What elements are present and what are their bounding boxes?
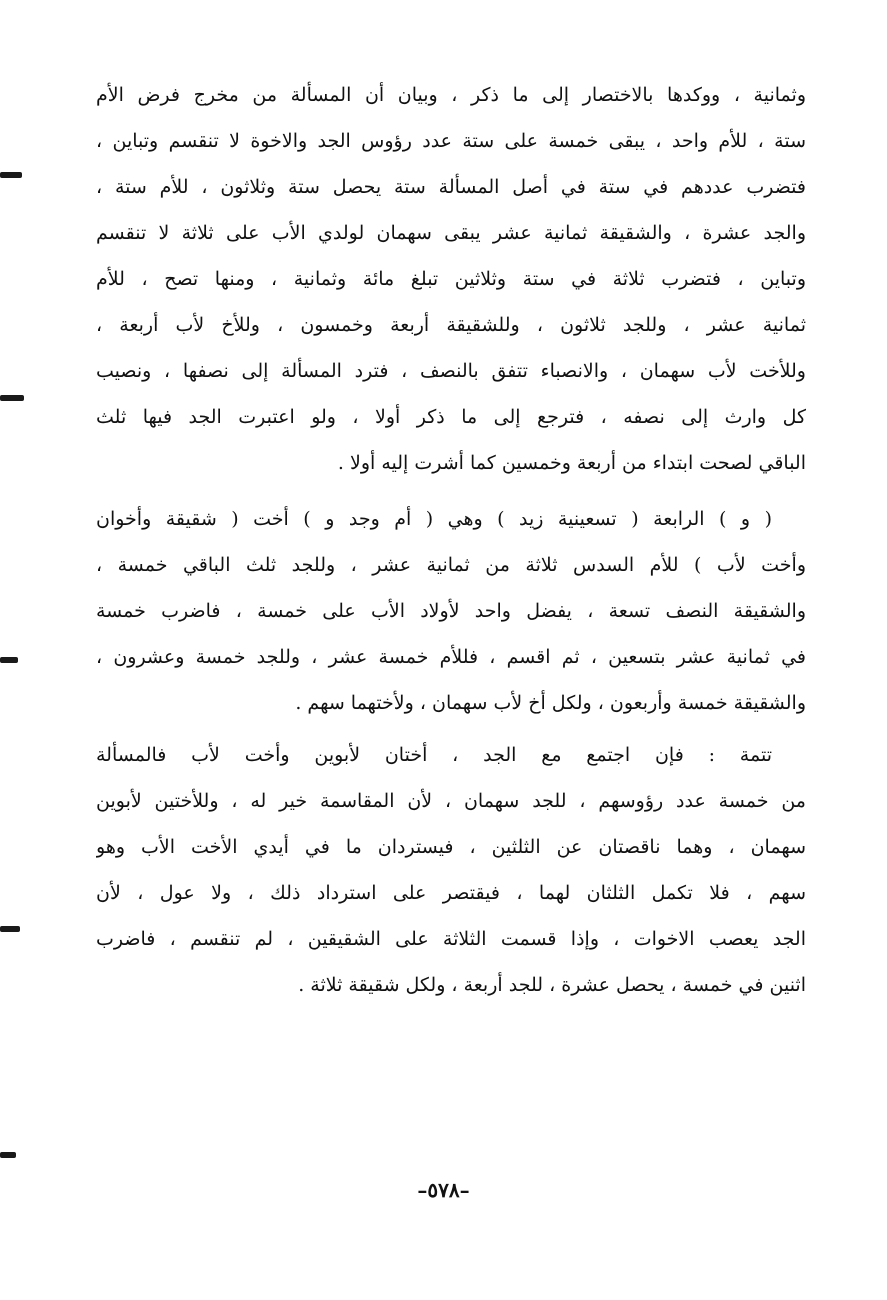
paragraph-2 [96, 496, 806, 726]
text-line: والجد عشرة ، والشقيقة ثمانية عشر يبقى سهمان لولدي الأب على ثلاثة لا تنقسم [96, 222, 806, 244]
text-line: تتمة : فإن اجتمع مع الجد ، أختان لأبوين وأخت لأب فالمسألة [96, 744, 772, 766]
text-line: فتضرب عددهم في ستة في أصل المسألة ستة يحصل ستة وثلاثون ، للأم ستة ، [96, 176, 806, 198]
text-line: وللأخت لأب سهمان ، والانصباء تتفق بالنصف ، فترد المسألة إلى نصفها ، ونصيب [96, 360, 806, 382]
text-line: ثمانية عشر ، وللجد ثلاثون ، وللشقيقة أربعة وخمسون ، وللأخ لأب أربعة ، [96, 314, 806, 336]
text-line: وثمانية ، ووكدها بالاختصار إلى ما ذكر ، وبيان أن المسألة من مخرج فرض الأم [96, 84, 806, 106]
text-line: وتباين ، فتضرب ثلاثة في ستة وثلاثين تبلغ مائة وثمانية ، ومنها تصح ، للأم [96, 268, 806, 290]
scan-edge-mark [0, 172, 22, 178]
scan-edge-mark [0, 1152, 16, 1158]
text-line: والشقيقة النصف تسعة ، يفضل واحد لأولاد الأب على خمسة ، فاضرب خمسة [96, 600, 806, 622]
page-number: –٥٧٨– [417, 1178, 470, 1202]
text-line: الباقي لصحت ابتداء من أربعة وخمسين كما أشرت إليه أولا . [337, 452, 806, 474]
text-line: من خمسة عدد رؤوسهم ، للجد سهمان ، لأن المقاسمة خير له ، وللأختين لأبوين [96, 790, 806, 812]
text-line: ستة ، للأم واحد ، يبقى خمسة على ستة عدد رؤوس الجد والاخوة لا تنقسم وتباين ، [96, 130, 806, 152]
text-line: وأخت لأب ) للأم السدس ثلاثة من ثمانية عشر ، وللجد ثلث الباقي خمسة ، [96, 554, 806, 576]
text-line: كل وارث إلى نصفه ، فترجع إلى ما ذكر أولا ، ولو اعتبرت الجد فيها ثلث [96, 406, 806, 428]
text-line: سهم ، فلا تكمل الثلثان لهما ، فيقتصر على استرداد ذلك ، ولا عول ، لأن [96, 882, 806, 904]
text-line: ( و ) الرابعة ( تسعينية زيد ) وهي ( أم وجد و ) أخت ( شقيقة وأخوان [96, 508, 772, 530]
paragraph-3 [96, 732, 806, 1008]
scan-edge-mark [0, 926, 20, 932]
text-line: سهمان ، وهما ناقصتان عن الثلثين ، فيستردان ما في أيدي الأخت الأب وهو [96, 836, 806, 858]
text-line: في ثمانية عشر بتسعين ، ثم اقسم ، فللأم خمسة عشر ، وللجد خمسة وعشرون ، [96, 646, 806, 668]
text-line: اثنين في خمسة ، يحصل عشرة ، للجد أربعة ، ولكل شقيقة ثلاثة . [298, 974, 806, 996]
paragraph-1 [96, 72, 806, 486]
scan-edge-mark [0, 395, 24, 401]
text-line: والشقيقة خمسة وأربعون ، ولكل أخ لأب سهمان ، ولأختهما سهم . [295, 692, 806, 714]
scan-edge-mark [0, 657, 18, 663]
text-line: الجد يعصب الاخوات ، وإذا قسمت الثلاثة على الشقيقين ، لم تنقسم ، فاضرب [96, 928, 806, 950]
